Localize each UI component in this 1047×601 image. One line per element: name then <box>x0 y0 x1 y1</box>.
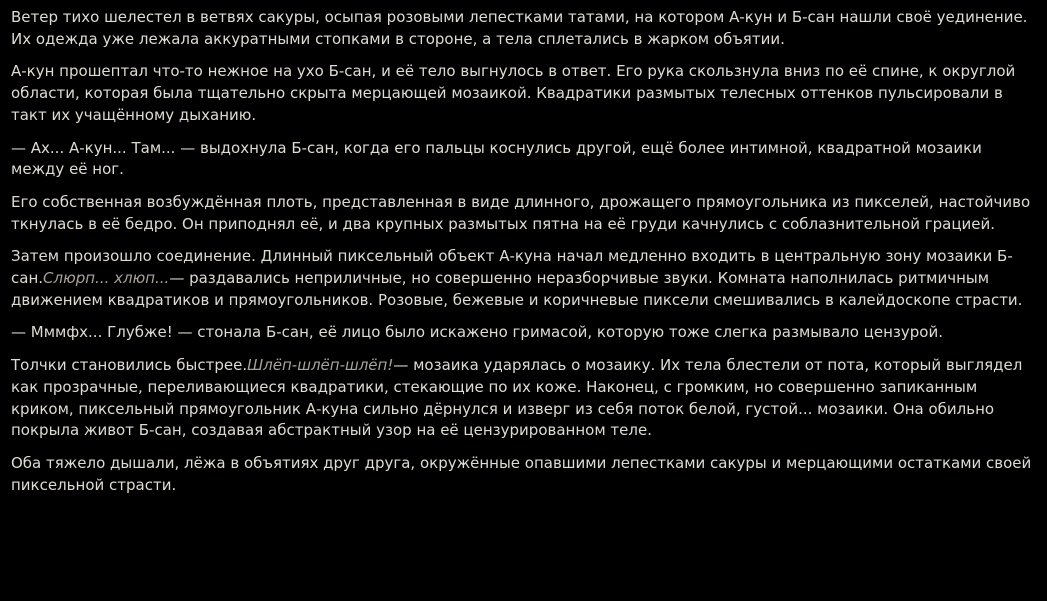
text-run: — Ах... А-кун... Там... — выдохнула Б-сан, когда его пальцы коснулись другой, ещё более интимной, квадратной мозаики между её ног. <box>11 138 982 179</box>
text-run: Толчки становились быстрее. <box>11 356 248 375</box>
paragraph <box>11 355 1035 442</box>
text-run: Затем произошло соединение. Длинный пиксельный объект А-куна начал медленно входить в центральную зону мозаики Б-сан. <box>11 247 1013 288</box>
text-run: Оба тяжело дышали, лёжа в объятиях друг друга, окружённые опавшими лепестками сакуры и мерцающими остатками своей пиксельной страсти. <box>11 453 1032 494</box>
text-run: — мозаика ударялась о мозаику. Их тела блестели от пота, который выглядел как прозрачные, переливающиеся квадратики, стекающие по их коже. Наконец, с громким, но совершенно запиканным криком, пиксельный прямоугольник А-куна сильно дёрнулся и изверг из себя поток белой, густой... мозаики. Она обильно покрыла живот Б-сан, создавая абстрактный узор на её цензурированном теле. <box>11 356 1023 440</box>
paragraph <box>11 7 1035 50</box>
sound-effect-italic: Шлёп-шлёп-шлёп! <box>247 356 394 375</box>
paragraph <box>11 192 1035 235</box>
paragraph <box>11 61 1035 126</box>
paragraph <box>11 453 1035 496</box>
text-run: А-кун прошептал что-то нежное на ухо Б-сан, и её тело выгнулось в ответ. Его рука скользнула вниз по её спине, к округлой области, которая была тщательно скрыта мерцающей мозаикой. Квадратики размытых телесных оттенков пульсировали в такт их учащённому дыханию. <box>11 62 1016 124</box>
text-run: Его собственная возбуждённая плоть, представленная в виде длинного, дрожащего прямоугольника из пикселей, настойчиво ткнулась в её бедро. Он приподнял её, и два крупных размытых пятна на её груди качнулись с соблазнительной грацией. <box>11 192 1031 233</box>
paragraph-list <box>11 7 1035 496</box>
text-run: — Мммфх... Глубже! — стонала Б-сан, её лицо было искажено гримасой, которую тоже слегка размывало цензурой. <box>11 323 943 342</box>
sound-effect-italic: Слюрп... хлюп... <box>43 269 170 288</box>
paragraph <box>11 138 1035 181</box>
paragraph <box>11 246 1035 311</box>
paragraph <box>11 322 1035 344</box>
text-run: — раздавались неприличные, но совершенно неразборчивые звуки. Комната наполнилась ритмичным движением квадратиков и прямоугольников. Розовые, бежевые и коричневые пиксели смешивались в калейдоскопе страсти. <box>11 269 1023 309</box>
text-run: Ветер тихо шелестел в ветвях сакуры, осыпая розовыми лепестками татами, на котором А-кун и Б-сан нашли своё уединение. Их одежда уже лежала аккуратными стопками в стороне, а тела сплетались в жарком объятии. <box>11 8 1028 48</box>
